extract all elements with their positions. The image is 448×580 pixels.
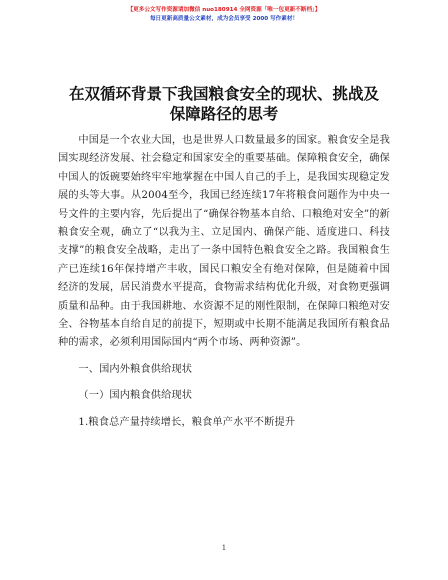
document-title-line-2: 保障路径的思考 [169, 105, 279, 123]
document-body [58, 132, 390, 432]
promo-banner-line-1: 【更多公文写作资源请加微信 nuo180914 全网资源「唯一包更新不断档」】 [127, 7, 321, 13]
body-paragraph: 中国是一个农业大国，也是世界人口数量最多的国家。粮食安全是我国实现经济发展、社会稳定和国家安全的重要基础。保障粮食安全，确保中国人的饭碗要始终牢牢地掌握在中国人自己的手上，是我国实现稳定发展的头等大事。从2004至今，我国已经连续17年将粮食问题作为中央一号文件的主要内容，先后提出了“确保谷物基本自给、口粮绝对安全”的新粮食安全观，确立了“以我为主、立足国内、确保产能、适度进口、科技支撑”的粮食安全战略，走出了一条中国特色粮食安全之路。我国粮食生产已连续16年保持增产丰收，国民口粮安全有绝对保障，但是随着中国经济的发展，居民消费水平提高，食物需求结构优化升级，对食物更强调质量和品种。由于我国耕地、水资源不足的刚性限制，在保障口粮绝对安全、谷物基本自给自足的前提下，短期或中长期不能满足我国所有粮食品种的需求，必须利用国际国内“两个市场、两种资源”。 [58, 135, 390, 349]
section-heading-level-1: 一、国内外粮食供给现状 [78, 363, 193, 375]
document-title [40, 84, 408, 124]
document-title-line-1: 在双循环背景下我国粮食安全的现状、挑战及 [68, 85, 379, 103]
section-heading-level-3: 1.粮食总产量持续增长，粮食单产水平不断提升 [78, 416, 296, 428]
page-number: 1 [221, 544, 227, 552]
promo-banner [0, 6, 448, 24]
promo-banner-line-2: 每日更新高质量公文素材，成为会员享受 2000 写作素材！ [149, 16, 299, 22]
section-heading-level-2: （一）国内粮食供给现状 [78, 390, 193, 402]
